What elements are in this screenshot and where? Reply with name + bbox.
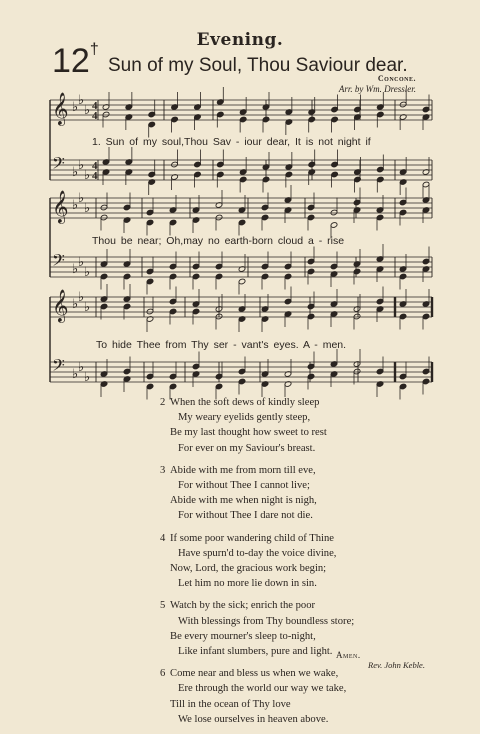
verse-line: For without Thee I dare not die. <box>178 510 313 522</box>
flat-sign: ♭ <box>84 300 91 315</box>
verse-number: 4 <box>160 532 166 544</box>
flat-sign: ♭ <box>84 201 91 216</box>
verse-line: For without Thee I cannot live; <box>178 480 310 492</box>
verse-number: 3 <box>160 464 166 476</box>
treble-clef: 𝄞 <box>52 289 69 322</box>
author-credit: Rev. John Keble. <box>368 660 425 670</box>
flat-sign: ♭ <box>72 367 79 382</box>
time-signature: 4 <box>92 160 98 172</box>
flat-sign: ♭ <box>78 255 85 270</box>
flat-sign: ♭ <box>78 158 85 173</box>
flat-sign: ♭ <box>72 100 79 115</box>
flat-sign: ♭ <box>78 191 85 206</box>
lyrics-line-1: 1. Sun of my soul,Thou Sav - iour dear, It is not night if <box>92 136 371 148</box>
flat-sign: ♭ <box>78 360 85 375</box>
verse-number: 6 <box>160 668 166 680</box>
amen-label: Amen. <box>336 650 361 660</box>
verse-body <box>170 598 410 659</box>
flat-sign: ♭ <box>72 198 79 213</box>
flat-sign: ♭ <box>72 262 79 277</box>
arranger-credit: Arr. by Wm. Dressler. <box>338 84 416 94</box>
verse-line: When the soft dews of kindly sleep <box>170 397 320 408</box>
flat-sign: ♭ <box>84 265 91 280</box>
verse-line: Like infant slumbers, pure and light. <box>178 646 333 658</box>
time-signature: 4 <box>92 100 98 112</box>
lyrics-line-2: Thou be near; Oh,may no earth-born cloud a - rise <box>92 235 345 247</box>
hymn-title: Sun of my Soul, Thou Saviour dear. <box>108 55 408 76</box>
verse-line: Let him no more lie down in sin. <box>178 578 317 590</box>
flat-sign: ♭ <box>84 370 91 385</box>
flat-sign: ♭ <box>84 168 91 183</box>
verse-body <box>170 666 410 727</box>
flat-sign: ♭ <box>84 103 91 118</box>
lyrics-line-3: To hide Thee from Thy ser - vant's eyes. A - men. <box>96 339 347 351</box>
bass-clef: 𝄢 <box>52 355 65 379</box>
flat-sign: ♭ <box>78 93 85 108</box>
verse-line: Now, Lord, the gracious work begin; <box>170 563 327 575</box>
verses-block <box>160 395 410 734</box>
verse-line: Be every mourner's sleep to-night, <box>170 630 316 642</box>
time-signature: 4 <box>92 170 98 182</box>
verse-body <box>170 463 410 524</box>
verse-line: Come near and bless us when we wake, <box>170 668 339 680</box>
verse <box>160 395 410 456</box>
verse-line: With blessings from Thy boundless store; <box>178 615 355 627</box>
verse-line: Till in the ocean of Thy love <box>170 698 291 710</box>
verse-number: 2 <box>160 397 166 408</box>
verse-line: For ever on my Saviour's breast. <box>178 442 316 454</box>
verse-line: We lose ourselves in heaven above. <box>178 713 329 725</box>
treble-clef: 𝄞 <box>52 190 69 223</box>
flat-sign: ♭ <box>72 297 79 312</box>
verse-line: Be my last thought how sweet to rest <box>170 427 327 439</box>
verse-number: 5 <box>160 600 166 612</box>
time-signature: 4 <box>92 110 98 122</box>
section-heading: Evening. <box>196 30 284 50</box>
dagger-mark: † <box>89 41 99 58</box>
verse-line: My weary eyelids gently steep, <box>178 412 311 424</box>
verse-line: Watch by the sick; enrich the poor <box>170 600 316 612</box>
verse-body <box>170 531 410 592</box>
verse-line: Abide with me when night is nigh, <box>170 495 317 507</box>
verse-line: Abide with me from morn till eve, <box>170 464 316 476</box>
verse <box>160 666 410 727</box>
verse <box>160 531 410 592</box>
bass-clef: 𝄢 <box>52 153 65 177</box>
verse-line: Have spurn'd to-day the voice divine, <box>178 547 337 559</box>
verse-body <box>170 395 410 456</box>
verse-line: Ere through the world our way we take, <box>178 683 347 695</box>
verse-line: If some poor wandering child of Thine <box>170 532 334 544</box>
flat-sign: ♭ <box>72 165 79 180</box>
treble-clef: 𝄞 <box>52 92 69 125</box>
hymn-number-value: 12 <box>52 42 90 80</box>
bass-clef: 𝄢 <box>52 250 65 274</box>
verse <box>160 463 410 524</box>
composer-credit: Concone. <box>377 74 416 83</box>
flat-sign: ♭ <box>78 290 85 305</box>
verse <box>160 598 410 659</box>
